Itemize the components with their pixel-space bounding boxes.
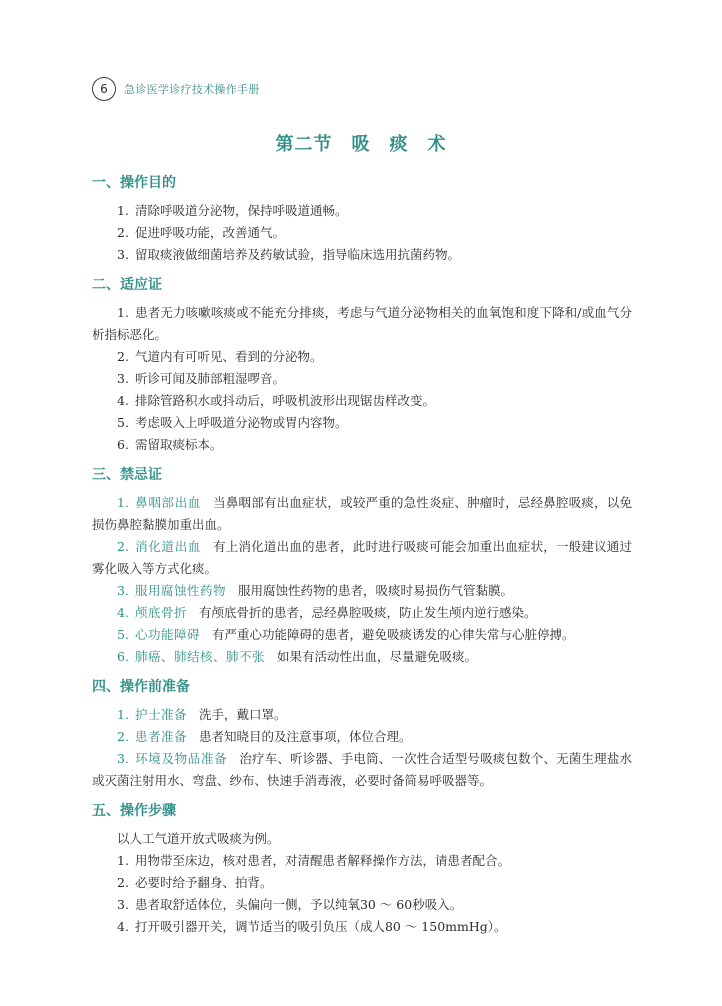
list-item: 1. 用物带至床边，核对患者，对清醒患者解释操作方法，请患者配合。 [117,853,510,868]
list-item: 3. 环境及物品准备 治疗车、听诊器、手电筒、一次性合适型号吸痰包数个、无菌生理盐水或灭菌注射用水、弯盘、纱布、快速手消毒液，必要时备简易呼吸器等。 [92,751,632,788]
list-item: 3. 留取痰液做细菌培养及药敏试验，指导临床选用抗菌药物。 [117,247,460,262]
item-keyword: 患者准备 [134,729,187,744]
list-item: 5. 考虑吸入上呼吸道分泌物或胃内容物。 [117,415,348,430]
list-item: 4. 排除管路积水或抖动后，呼吸机波形出现锯齿样改变。 [117,393,435,408]
list-item: 1. 清除呼吸道分泌物，保持呼吸道通畅。 [117,203,348,218]
book-title: 急诊医学诊疗技术操作手册 [124,83,260,96]
item-keyword: 环境及物品准备 [134,751,228,766]
heading-steps: 五、操作步骤 [92,803,176,819]
item-keyword: 肺癌、肺结核、肺不张 [134,649,265,664]
purpose-list [92,200,632,266]
steps-intro: 以人工气道开放式吸痰为例。 [117,831,280,846]
list-item: 1. 鼻咽部出血 当鼻咽部有出血症状，或较严重的急性炎症、肿瘤时，忌经鼻腔吸痰，以免损伤鼻腔黏膜加重出血。 [92,495,632,532]
item-keyword: 服用腐蚀性药物 [134,583,226,598]
item-keyword: 心功能障碍 [134,627,200,642]
steps-list [92,828,632,938]
list-item: 3. 服用腐蚀性药物 服用腐蚀性药物的患者，吸痰时易损伤气管黏膜。 [117,583,513,598]
item-keyword: 消化道出血 [134,539,202,554]
list-item: 1. 患者无力咳嗽咳痰或不能充分排痰，考虑与气道分泌物相关的血氧饱和度下降和/或血气分析指标恶化。 [92,305,632,342]
list-item: 4. 打开吸引器开关，调节适当的吸引负压（成人80 ～ 150mmHg）。 [117,919,507,934]
list-item: 4. 颅底骨折 有颅底骨折的患者，忌经鼻腔吸痰，防止发生颅内逆行感染。 [117,605,537,620]
list-item: 2. 促进呼吸功能，改善通气。 [117,225,285,240]
list-item: 1. 护士准备 洗手，戴口罩。 [117,707,287,722]
item-keyword: 鼻咽部出血 [134,495,202,510]
list-item: 6. 需留取痰标本。 [117,437,223,452]
item-keyword: 颅底骨折 [134,605,187,620]
list-item: 2. 必要时给予翻身、拍背。 [117,875,273,890]
page-header [92,76,260,102]
heading-purpose: 一、操作目的 [92,175,176,191]
list-item: 2. 消化道出血 有上消化道出血的患者，此时进行吸痰可能会加重出血症状，一般建议通过雾化吸入等方式化痰。 [92,539,632,576]
heading-indications: 二、适应证 [92,277,162,293]
indications-list [92,302,632,456]
heading-contraindications: 三、禁忌证 [92,467,162,483]
heading-preparation: 四、操作前准备 [92,679,190,695]
list-item: 3. 患者取舒适体位，头偏向一侧，予以纯氧30 ～ 60秒吸入。 [117,897,463,912]
section-title: 第二节 吸 痰 术 [275,134,447,155]
list-item: 2. 气道内有可听见、看到的分泌物。 [117,349,323,364]
list-item: 6. 肺癌、肺结核、肺不张 如果有活动性出血，尽量避免吸痰。 [117,649,477,664]
contraindications-list [92,492,632,668]
list-item: 5. 心功能障碍 有严重心功能障碍的患者，避免吸痰诱发的心律失常与心脏停搏。 [117,627,575,642]
item-keyword: 护士准备 [134,707,187,722]
list-item: 2. 患者准备 患者知晓目的及注意事项，体位合理。 [117,729,412,744]
preparation-list [92,704,632,792]
document-body [92,170,632,938]
page-number: 6 [92,77,116,101]
list-item: 3. 听诊可闻及肺部粗湿啰音。 [117,371,285,386]
